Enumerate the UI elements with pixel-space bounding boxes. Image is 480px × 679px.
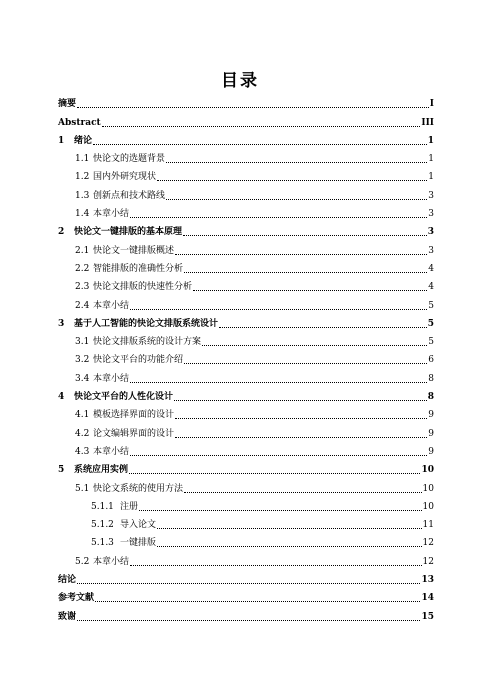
table-of-contents — [58, 92, 434, 623]
toc-entry[interactable] — [58, 366, 434, 384]
toc-entry-label: 本章小结 — [93, 300, 130, 311]
toc-entry-label: 致谢 — [58, 611, 77, 622]
dot-leader — [77, 620, 420, 621]
dot-leader — [130, 382, 427, 383]
toc-entry[interactable] — [58, 257, 434, 275]
toc-entry-label: 快论文一键排版概述 — [93, 245, 175, 256]
toc-entry-number: 1 — [58, 135, 65, 146]
toc-entry[interactable] — [58, 604, 434, 622]
toc-entry-page: 1 — [428, 172, 434, 183]
toc-entry-page: 3 — [428, 209, 434, 220]
toc-entry-label: 结论 — [58, 575, 77, 586]
toc-entry-label: 智能排版的准确性分析 — [93, 263, 184, 274]
toc-entry-number: 4.3 — [75, 446, 90, 457]
dot-leader — [184, 272, 427, 273]
dot-leader — [77, 583, 420, 584]
toc-entry-number: 1.1 — [75, 154, 90, 165]
dot-leader — [174, 400, 427, 401]
toc-entry-label: 本章小结 — [93, 556, 130, 567]
toc-entry-label: 本章小结 — [93, 446, 130, 457]
toc-entry[interactable] — [58, 549, 434, 567]
dot-leader — [175, 254, 427, 255]
toc-entry-number: 4.2 — [75, 428, 90, 439]
toc-entry-label: 模板选择界面的设计 — [93, 410, 175, 421]
toc-entry-label: 快论文排版的快速性分析 — [93, 282, 193, 293]
toc-entry-label: 注册 — [120, 501, 139, 512]
toc-entry[interactable] — [58, 586, 434, 604]
toc-entry-label: 快论文排版系统的设计方案 — [93, 337, 202, 348]
toc-entry[interactable] — [58, 348, 434, 366]
toc-entry-label: Abstract — [58, 117, 101, 128]
toc-entry-page: 10 — [422, 501, 434, 512]
toc-entry-number: 5.1.1 — [91, 501, 114, 512]
dot-leader — [95, 601, 420, 602]
dot-leader — [139, 510, 422, 511]
dot-leader — [130, 565, 422, 566]
toc-entry-label: 国内外研究现状 — [93, 172, 157, 183]
toc-entry[interactable] — [58, 495, 434, 513]
toc-entry[interactable] — [58, 458, 434, 476]
toc-entry-label: 导入论文 — [120, 520, 157, 531]
toc-entry-label: 论文编辑界面的设计 — [93, 428, 175, 439]
dot-leader — [129, 473, 420, 474]
toc-entry-number: 4.1 — [75, 410, 90, 421]
toc-entry-label: 摘要 — [58, 99, 77, 110]
dot-leader — [183, 235, 427, 236]
dot-leader — [77, 107, 429, 108]
toc-entry-number: 2.4 — [75, 300, 90, 311]
toc-entry-label: 快论文平台的人性化设计 — [74, 392, 174, 403]
toc-entry[interactable] — [58, 513, 434, 531]
toc-entry[interactable] — [58, 275, 434, 293]
toc-entry[interactable] — [58, 440, 434, 458]
dot-leader — [193, 290, 427, 291]
toc-entry-number: 4 — [58, 392, 65, 403]
toc-entry-page: 9 — [428, 446, 434, 457]
toc-entry-number: 3.2 — [75, 355, 90, 366]
toc-entry[interactable] — [58, 238, 434, 256]
toc-entry-number: 5.2 — [75, 556, 90, 567]
toc-entry-page: I — [429, 99, 434, 110]
toc-entry-number: 5 — [58, 465, 65, 476]
toc-entry-number: 3.1 — [75, 337, 90, 348]
toc-entry[interactable] — [58, 312, 434, 330]
toc-entry[interactable] — [58, 110, 434, 128]
toc-entry[interactable] — [58, 531, 434, 549]
toc-entry-page: 12 — [422, 538, 434, 549]
dot-leader — [175, 418, 427, 419]
toc-entry-label: 一键排版 — [120, 538, 157, 549]
toc-entry-number: 5.1.2 — [91, 520, 114, 531]
toc-entry-page: 4 — [428, 263, 434, 274]
toc-entry-page: 10 — [422, 483, 434, 494]
toc-entry-page: 11 — [422, 520, 434, 531]
toc-entry-number: 3.4 — [75, 373, 90, 384]
dot-leader — [175, 437, 427, 438]
toc-entry-label: 快论文的选题背景 — [93, 154, 166, 165]
toc-entry-label: 绪论 — [74, 135, 93, 146]
toc-entry-page: 1 — [427, 135, 434, 146]
dot-leader — [102, 126, 421, 127]
toc-entry-page: 5 — [428, 337, 434, 348]
toc-entry-label: 本章小结 — [93, 209, 130, 220]
toc-entry[interactable] — [58, 202, 434, 220]
toc-entry-page: 13 — [421, 575, 434, 586]
toc-entry[interactable] — [58, 476, 434, 494]
toc-entry[interactable] — [58, 129, 434, 147]
toc-entry[interactable] — [58, 220, 434, 238]
dot-leader — [93, 144, 427, 145]
toc-entry-page: 10 — [421, 465, 434, 476]
toc-entry-page: 5 — [428, 300, 434, 311]
dot-leader — [157, 180, 427, 181]
toc-entry-number: 5.1 — [75, 483, 90, 494]
toc-entry[interactable] — [58, 183, 434, 201]
toc-entry-page: 8 — [427, 392, 434, 403]
toc-entry-label: 参考文献 — [58, 593, 95, 604]
toc-entry-number: 1.4 — [75, 209, 90, 220]
dot-leader — [130, 455, 427, 456]
dot-leader — [202, 345, 427, 346]
toc-entry-page: 4 — [428, 282, 434, 293]
toc-entry[interactable] — [58, 293, 434, 311]
toc-entry[interactable] — [58, 403, 434, 421]
toc-entry[interactable] — [58, 385, 434, 403]
dot-leader — [166, 199, 427, 200]
toc-entry-page: 15 — [421, 611, 434, 622]
toc-entry[interactable] — [58, 568, 434, 586]
toc-entry-number: 2 — [58, 227, 65, 238]
toc-entry-number: 5.1.3 — [91, 538, 114, 549]
toc-entry-page: 8 — [428, 373, 434, 384]
toc-entry-page: 3 — [428, 190, 434, 201]
toc-entry[interactable] — [58, 92, 434, 110]
toc-entry-page: 12 — [422, 556, 434, 567]
toc-entry-label: 快论文一键排版的基本原理 — [74, 227, 183, 238]
toc-entry-page: 14 — [421, 593, 434, 604]
toc-entry-page: 1 — [428, 154, 434, 165]
toc-entry-page: 3 — [427, 227, 434, 238]
toc-entry-page: 9 — [428, 410, 434, 421]
toc-entry-page: III — [421, 117, 434, 128]
toc-entry-number: 1.3 — [75, 190, 90, 201]
dot-leader — [130, 217, 427, 218]
toc-entry-number: 2.2 — [75, 263, 90, 274]
dot-leader — [166, 162, 427, 163]
toc-entry-number: 2.3 — [75, 282, 90, 293]
dot-leader — [157, 528, 422, 529]
dot-leader — [184, 363, 427, 364]
toc-entry[interactable] — [58, 421, 434, 439]
toc-entry-number: 3 — [58, 318, 65, 329]
dot-leader — [157, 546, 422, 547]
toc-entry[interactable] — [58, 147, 434, 165]
toc-entry-number: 1.2 — [75, 172, 90, 183]
toc-entry-page: 6 — [428, 355, 434, 366]
toc-entry-label: 系统应用实例 — [74, 465, 129, 476]
page-title: 目录 — [221, 71, 259, 91]
toc-entry-page: 9 — [428, 428, 434, 439]
toc-entry-label: 基于人工智能的快论文排版系统设计 — [74, 318, 219, 329]
toc-entry[interactable] — [58, 165, 434, 183]
toc-entry-label: 本章小结 — [93, 373, 130, 384]
toc-entry-label: 快论文系统的使用方法 — [93, 483, 184, 494]
toc-entry-page: 3 — [428, 245, 434, 256]
dot-leader — [130, 309, 427, 310]
toc-entry-label: 快论文平台的功能介绍 — [93, 355, 184, 366]
dot-leader — [219, 327, 427, 328]
dot-leader — [184, 492, 422, 493]
toc-entry-page: 5 — [427, 318, 434, 329]
toc-entry[interactable] — [58, 330, 434, 348]
toc-entry-number: 2.1 — [75, 245, 90, 256]
toc-entry-label: 创新点和技术路线 — [93, 190, 166, 201]
